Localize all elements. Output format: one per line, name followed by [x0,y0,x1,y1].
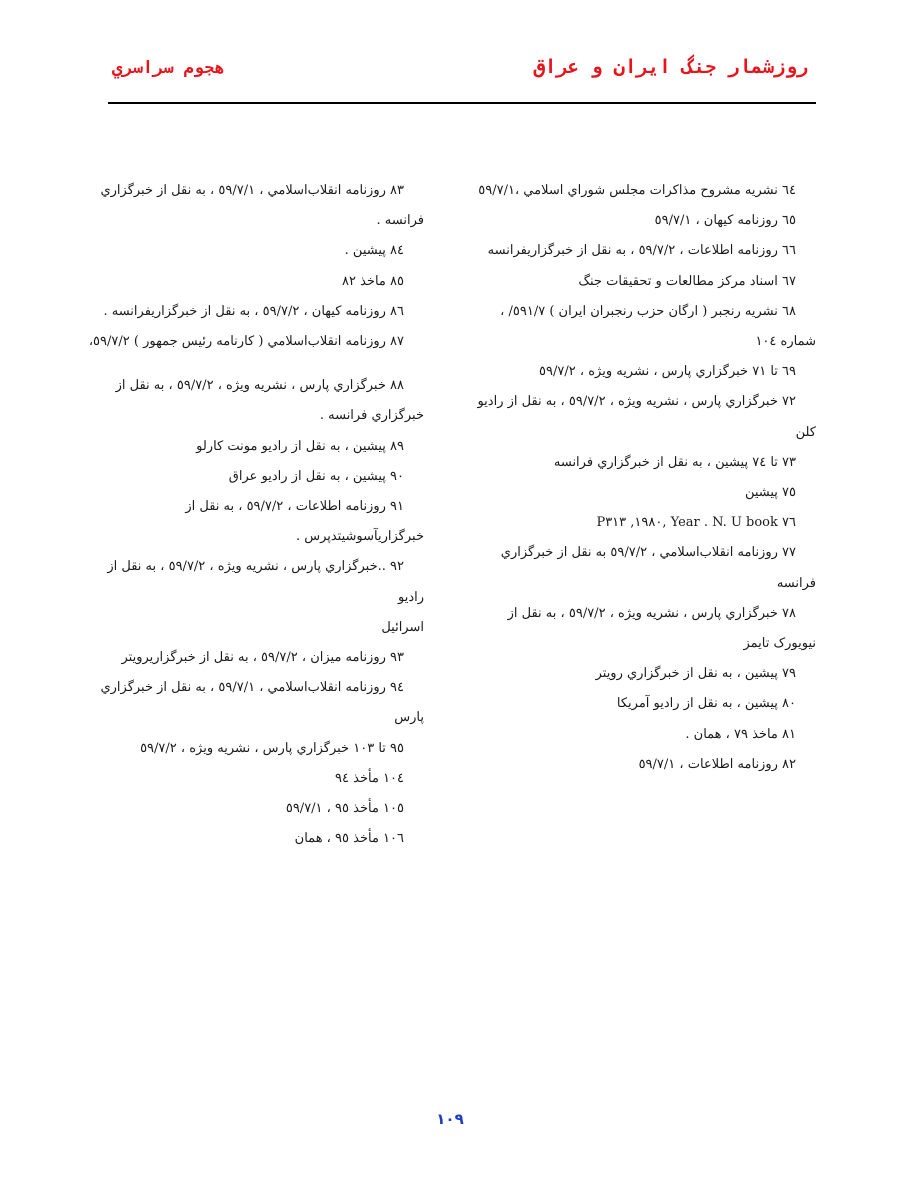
footnote-text: ٩٤ روزنامه انقلاب‌اسلامي ، ٥٩/٧/١ ، به نقل از خبرگزاري [100,680,404,696]
footnote-text: ٧٥ پيشين [744,485,796,501]
footnote [84,794,424,824]
footnote-text: ١٠٥ مأخذ ٩٥ ، ٥٩/٧/١ [285,801,404,817]
footnote [476,297,816,357]
footnote-text: ٨٩ پيشين ، به نقل از راديو مونت كارلو [196,438,404,454]
footnote-continuation: فرانسه . [376,213,424,229]
footnote-text: ٨٦ روزنامه كيهان ، ٥٩/٧/٢ ، به نقل از خبرگزاريفرانسه . [103,303,404,319]
footnote-text: ٧٦ Year . N. U book ,١٩٨٠, P٣١٣ [596,515,796,531]
footnote [476,357,816,387]
footnote-text: ٩١ روزنامه اطلاعات ، ٥٩/٧/٢ ، به نقل از [185,499,404,515]
footnote-continuation: نيويورک تايمز [743,636,816,652]
footnotes-left-column [84,176,424,854]
footnote [476,599,816,659]
footnote [84,734,424,764]
footnote-text: ٦٦ روزنامه اطلاعات ، ٥٩/٧/٢ ، به نقل از خبرگزاريفرانسه [487,243,796,259]
footnote-text: ٨٨ خبرگزاري پارس ، نشريه ويژه ، ٥٩/٧/٢ ، به نقل از [115,378,404,394]
footnotes-right-column [476,176,816,780]
footnote [84,764,424,794]
page-number: ١٠٩ [436,1110,464,1128]
footnote-text: ٨٣ روزنامه انقلاب‌اسلامي ، ٥٩/٧/١ ، به نقل از خبرگزاري [100,183,404,198]
footnote-text: ٧٧ روزنامه انقلاب‌اسلامي ، ٥٩/٧/٢ به نقل از خبرگزاري [500,545,796,561]
footnote [84,327,424,357]
footnote [84,297,424,327]
footnote [476,267,816,297]
footnote [84,552,424,643]
book-title: روزشمار جنگ ایران و عراق [533,56,808,78]
footnote-text: ٨٢ روزنامه اطلاعات ، ٥٩/٧/١ [638,756,796,772]
footnote-text: ٩٢ ..خبرگزاري پارس ، نشريه ويژه ، ٥٩/٧/٢ ، به نقل از راديو [107,559,424,605]
footnote [476,538,816,598]
footnote [476,387,816,447]
footnote-continuation: اسرائيل [381,619,424,635]
footnote-text: ٩٣ روزنامه ميزان ، ٥٩/٧/٢ ، به نقل از خبرگزاريرويتر [121,650,404,666]
footnote-continuation: خبرگزاريآسوشيتدپرس . [295,529,424,545]
footnote-text: ٩٠ پيشين ، به نقل از راديو عراق [228,468,404,484]
footnote [476,478,816,508]
footnote-text: ٦٧ اسناد مركز مطالعات و تحقيقات جنگ [578,273,796,289]
footnote-continuation: شماره ١٠٤ [755,334,816,350]
footnote [476,689,816,719]
footnote-text: ٧٨ خبرگزاري پارس ، نشريه ويژه ، ٥٩/٧/٢ ، به نقل از [507,605,796,621]
footnote [476,508,816,538]
footnote-text: ٧٩ پيشين ، به نقل از خبرگزاري رويتر [595,666,796,682]
chapter-title: هجوم سراسري [112,58,225,78]
footnote-text: ٧٣ تا ٧٤ پيشين ، به نقل از خبرگزاري فرانسه [553,454,796,470]
footnote [476,720,816,750]
footnote-continuation: فرانسه [776,575,816,591]
footnote-continuation: كلن [795,424,816,440]
footnote-text: ٧٢ خبرگزاري پارس ، نشريه ويژه ، ٥٩/٧/٢ ، به نقل از راديو [477,394,796,410]
footnote-text: ٨٤ پيشين . [344,243,404,259]
footnote [84,643,424,673]
footnote-text: ١٠٤ مأخذ ٩٤ [335,770,404,786]
footnote-text: ٦٩ تا ٧١ خبرگزاري پارس ، نشريه ويژه ، ٥٩/٧/٢ [539,364,796,380]
footnote-text: ١٠٦ مأخذ ٩٥ ، همان [294,831,404,847]
footnote [84,236,424,266]
footnote [476,206,816,236]
footnote-text: ٨٧ روزنامه انقلاب‌اسلامي ( كارنامه رئيس جمهور ) ٥٩/٧/٢، [88,334,404,350]
footnote [476,750,816,780]
footnote [84,824,424,854]
footnote-text: ٦٤ نشريه مشروح مذاكرات مجلس شوراي اسلامي ،٥٩/٧/١ [478,183,796,198]
footnote [476,448,816,478]
footnote [476,176,816,206]
footnote [84,432,424,462]
footnote-text: ٨٠ پيشين ، به نقل از راديو آمريكا [616,696,796,712]
footnote [476,659,816,689]
footnote-continuation: پارس [394,710,424,726]
footnote-continuation: خبرگزاري فرانسه . [319,408,424,424]
footnote-text: ٦٨ نشريه رنجبر ( ارگان حزب رنجبران ايران ) ٥٩١/٧/ ، [500,303,796,319]
footnote [84,267,424,297]
footnote-text: ٦٥ روزنامه كيهان ، ٥٩/٧/١ [654,213,796,229]
footnote [84,492,424,552]
footnote [476,236,816,266]
footnote-text: ٨٥ ماخذ ٨٢ [342,273,404,289]
footnote [84,462,424,492]
footnote-text: ٨١ ماخذ ٧٩ ، همان . [685,726,796,742]
footnote [84,673,424,733]
page-header [108,52,816,104]
footnote-text: ٩٥ تا ١٠٣ خبرگزاري پارس ، نشريه ويژه ، ٥٩/٧/٢ [140,740,404,756]
footnote [84,371,424,431]
footnote [84,176,424,236]
